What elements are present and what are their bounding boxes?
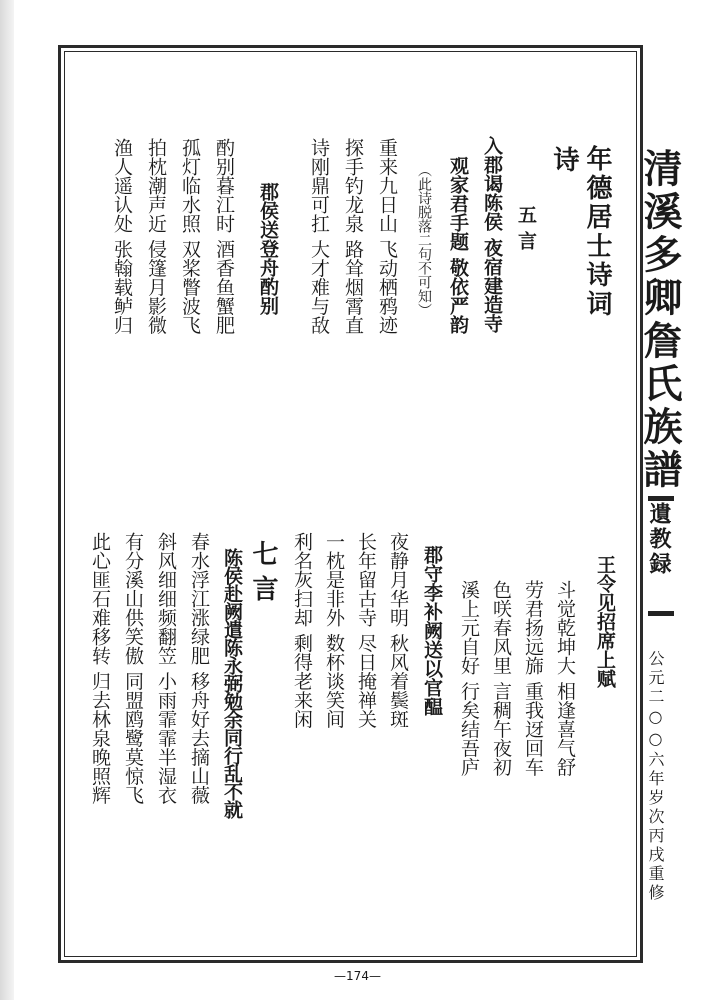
poem-line: 有分溪山供笑傲 同盟鸥鹭莫惊飞 (122, 532, 144, 805)
poem-line: 色咲春风里 言稠午夜初 (490, 580, 512, 777)
poem-line: 长年留古寺 尽日掩禅关 (355, 532, 377, 729)
poem-line: 诗刚鼎可扛 大才难与敌 (308, 138, 330, 335)
revision-note: 公元二○○六年岁次丙戌重修 (646, 650, 665, 903)
poem-line: 重来九日山 飞动栖鸦迹 (376, 138, 398, 335)
category-heading: 诗 (549, 146, 579, 172)
subcategory-heading: 五 言 (515, 205, 537, 250)
poem-line: 利名灰扫却 剩得老来闲 (291, 532, 313, 729)
poem-line: 斗觉乾坤大 相逢喜气舒 (554, 580, 576, 777)
poem-title: 郡侯送登舟酌别 (257, 182, 279, 315)
genealogy-title: 清溪多卿詹氏族譜 (637, 148, 683, 492)
poem-line: 此心匪石难移转 归去林泉晚照辉 (89, 532, 111, 805)
collection-title: 年德居士诗词 (582, 145, 612, 319)
subcategory-heading: 七 言 (248, 540, 278, 602)
poem-line: 一枕是非外 数杯谈笑间 (323, 532, 345, 729)
poem-title: 王令见招席上赋 (594, 555, 616, 688)
poem-title: 郡守李补阙送以官醖 (421, 545, 443, 716)
poem-line: 劳君扬远旆 重我迓回车 (522, 580, 544, 777)
section-name: 遺教録 (646, 502, 672, 577)
poem-line: 探手钓龙泉 路耸烟霄直 (342, 138, 364, 335)
poem-note: （此诗脱落二句不可知） (416, 163, 432, 317)
poem-line: 酌别暮江时 酒香鱼蟹肥 (213, 138, 235, 335)
poem-line: 春水浮江涨绿肥 移舟好去摘山薇 (188, 532, 210, 805)
poem-title: 入郡谒陈侯 夜宿建造寺 (481, 136, 503, 333)
poem-line: 溪上元自好 行矣结吾庐 (458, 580, 480, 777)
poem-line: 拍枕潮声近 侵篷月影微 (145, 138, 167, 335)
poem-line: 孤灯临水照 双桨瞥波飞 (179, 138, 201, 335)
poem-line: 夜静月华明 秋风着鬓斑 (387, 532, 409, 729)
poem-title: 观家君手题 敬依严韵 (447, 156, 469, 334)
poem-line: 斜风细细频翻笠 小雨霏霏半湿衣 (155, 532, 177, 805)
book-gutter-shadow (0, 0, 14, 1000)
poem-title: 陈侯赴阙遣陈永弼勉余同行乱不就 (221, 548, 243, 818)
page-number: —174— (334, 969, 381, 983)
poem-line: 渔人遥认处 张翰载鲈归 (111, 138, 133, 335)
